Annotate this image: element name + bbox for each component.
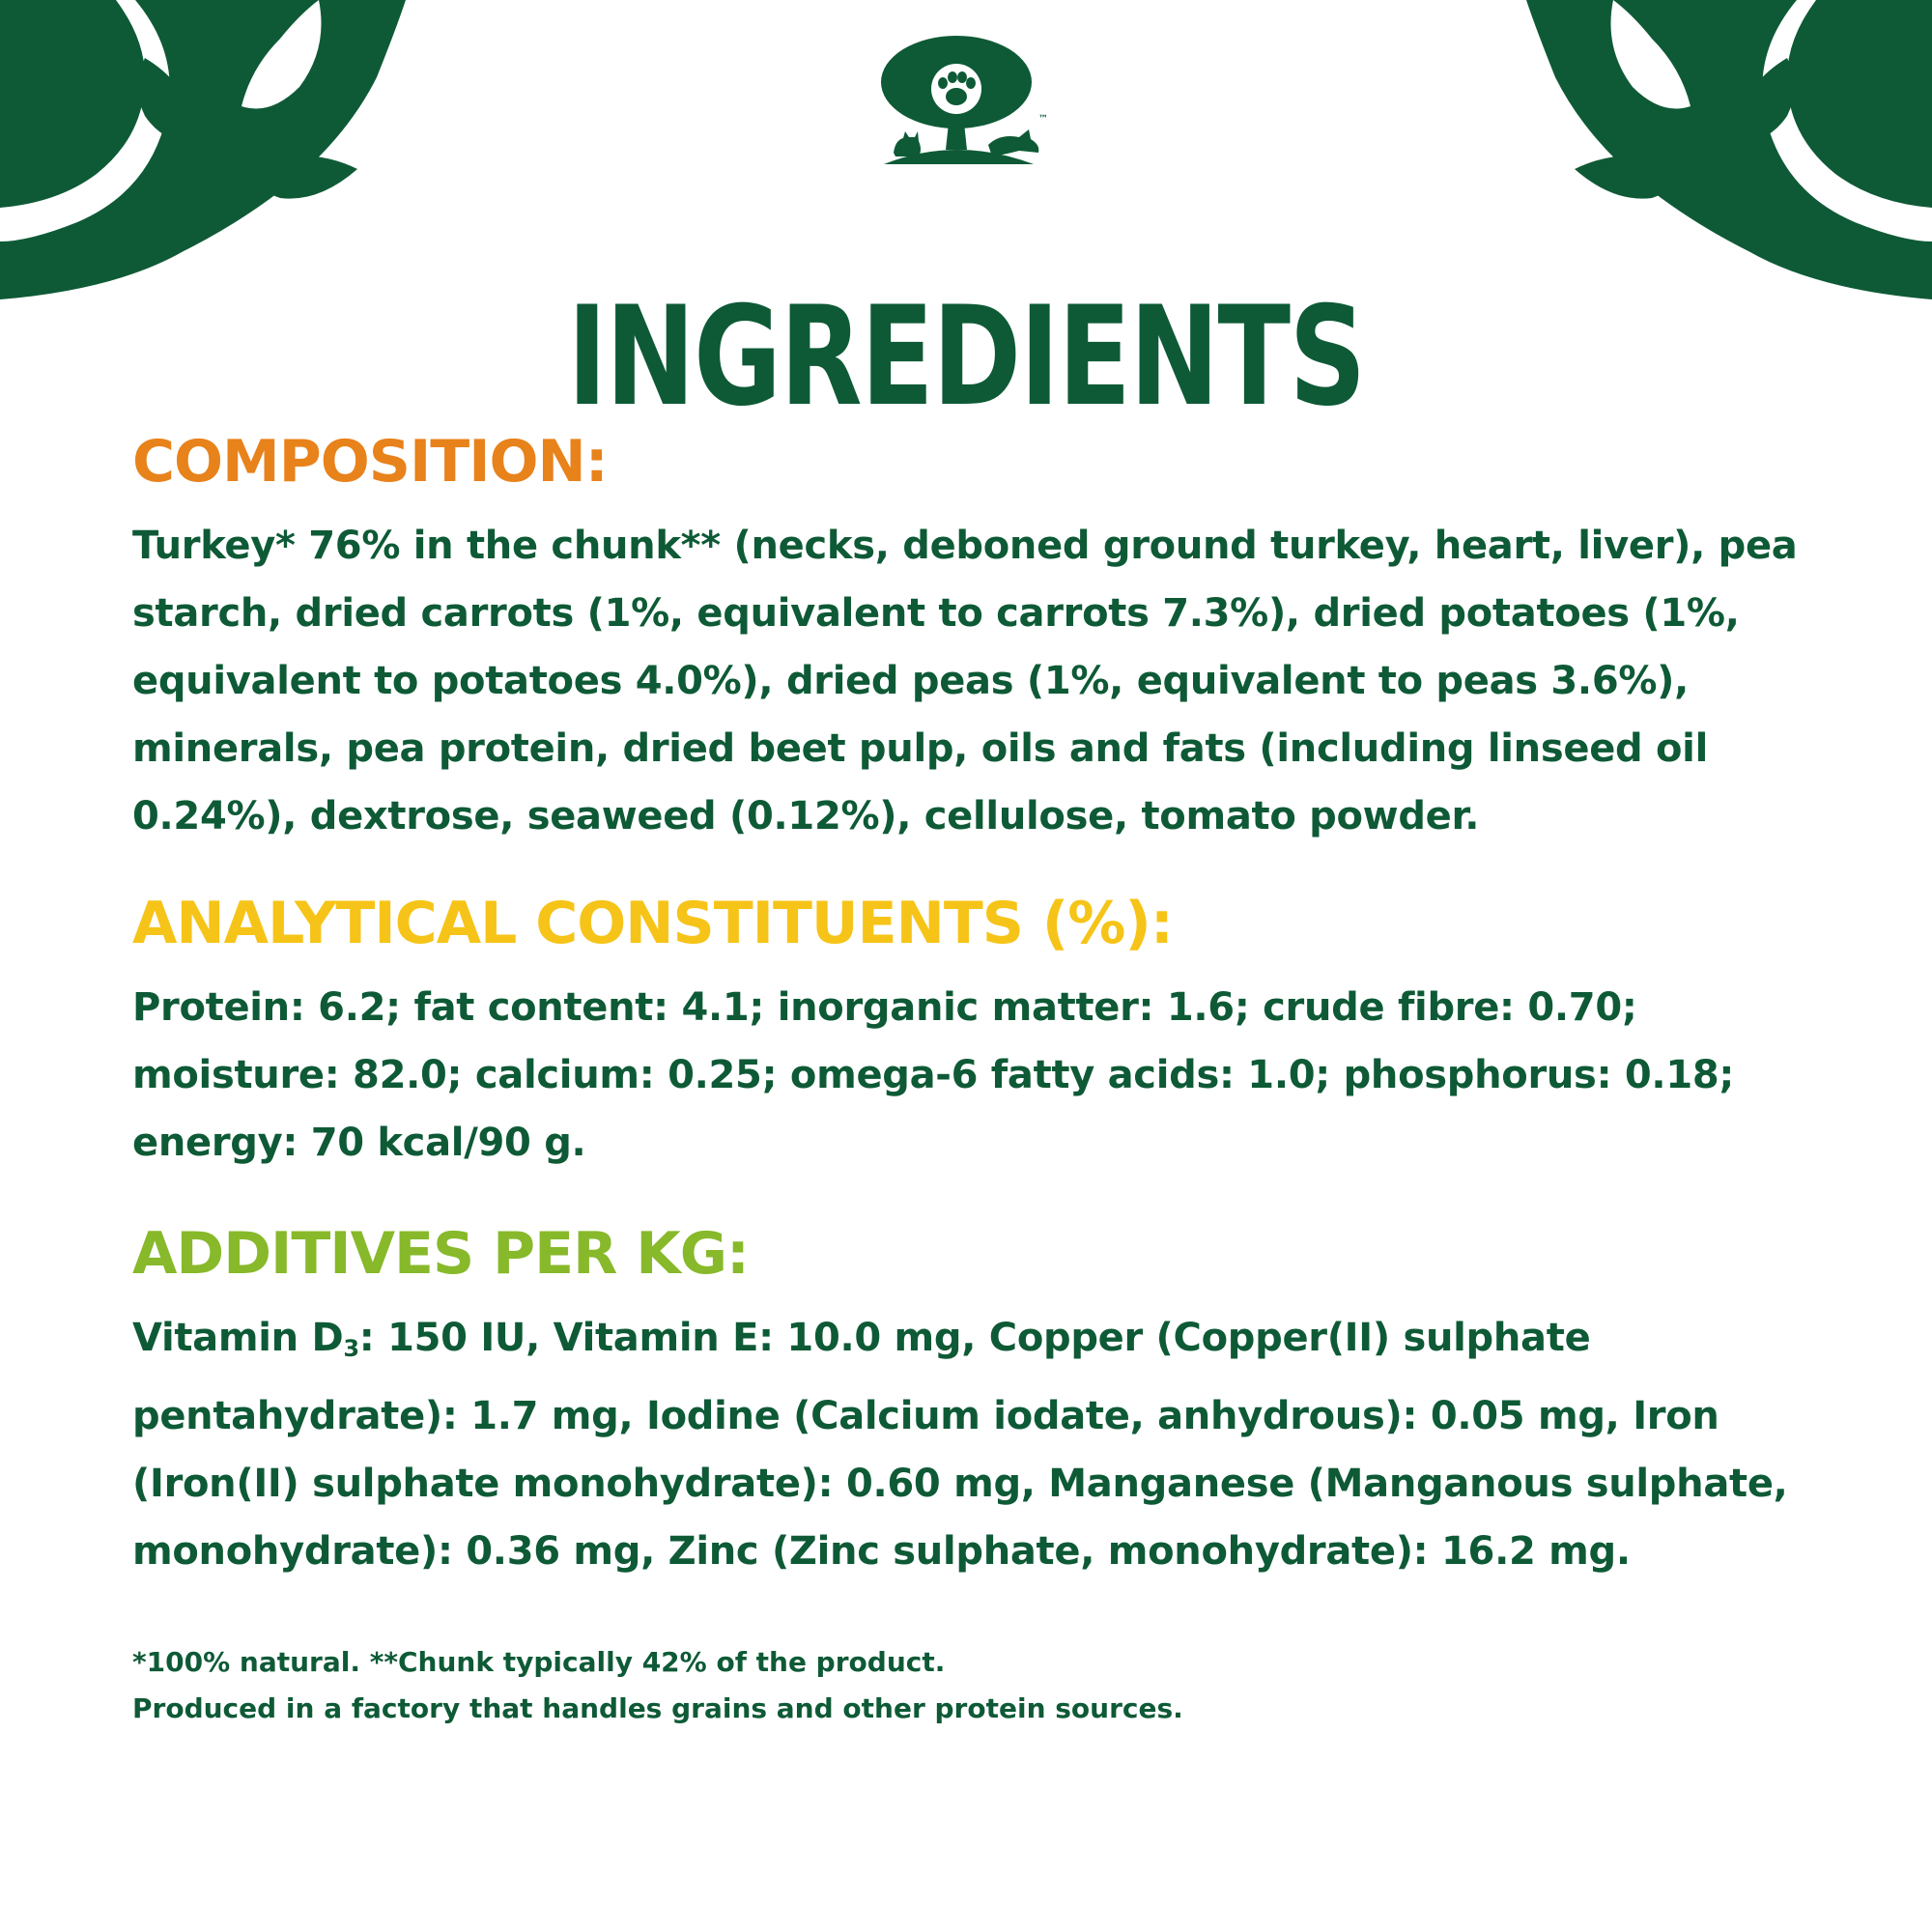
additives-text-rest: : 150 IU, Vitamin E: 10.0 mg, Copper (Copper(II) sulphate pentahydrate): 1.7 mg, Iodine (Calcium iodate, anhydrous): 0.05 mg, Iron (Iron(II) sulphate monohydrate): 0.60 mg, Manganese (Manganous sulphate, monohydrate): 0.36 mg, Zinc (Zinc sulphate, monohydrate): 16.2 mg. bbox=[132, 1316, 1788, 1574]
footnote-factory: Produced in a factory that handles grains and other protein sources. bbox=[132, 1692, 1183, 1724]
composition-heading: COMPOSITION: bbox=[132, 428, 608, 496]
additives-text bbox=[132, 1304, 1813, 1585]
trademark-symbol: ™ bbox=[1038, 114, 1048, 125]
additives-text-prefix: Vitamin D bbox=[132, 1316, 344, 1360]
footnote-natural: *100% natural. **Chunk typically 42% of the product. bbox=[132, 1646, 946, 1678]
page-title: INGREDIENTS bbox=[567, 277, 1365, 438]
additives-subscript: 3 bbox=[343, 1335, 359, 1362]
composition-text: Turkey* 76% in the chunk** (necks, deboned ground turkey, heart, liver), pea starch, dried carrots (1%, equivalent to carrots 7.3%), dried potatoes (1%, equivalent to potatoes 4.0%), dried peas (1%, equivalent to peas 3.6%), minerals, pea protein, dried beet pulp, oils and fats (including linseed oil 0.24%), dextrose, seaweed (0.12%), cellulose, tomato powder. bbox=[132, 524, 1798, 838]
footnotes bbox=[132, 1639, 1813, 1732]
additives-heading: ADDITIVES PER KG: bbox=[132, 1220, 749, 1288]
analytical-constituents-text: Protein: 6.2; fat content: 4.1; inorganic matter: 1.6; crude fibre: 0.70; moisture: 82.0; calcium: 0.25; omega-6 fatty acids: 1.0; phosphorus: 0.18; energy: 70 kcal/90 g. bbox=[132, 985, 1735, 1165]
analytical-constituents-heading: ANALYTICAL CONSTITUENTS (%): bbox=[132, 890, 1173, 957]
ingredients-content bbox=[132, 425, 1813, 1732]
tree-with-cat-and-dog-icon bbox=[874, 29, 1058, 174]
